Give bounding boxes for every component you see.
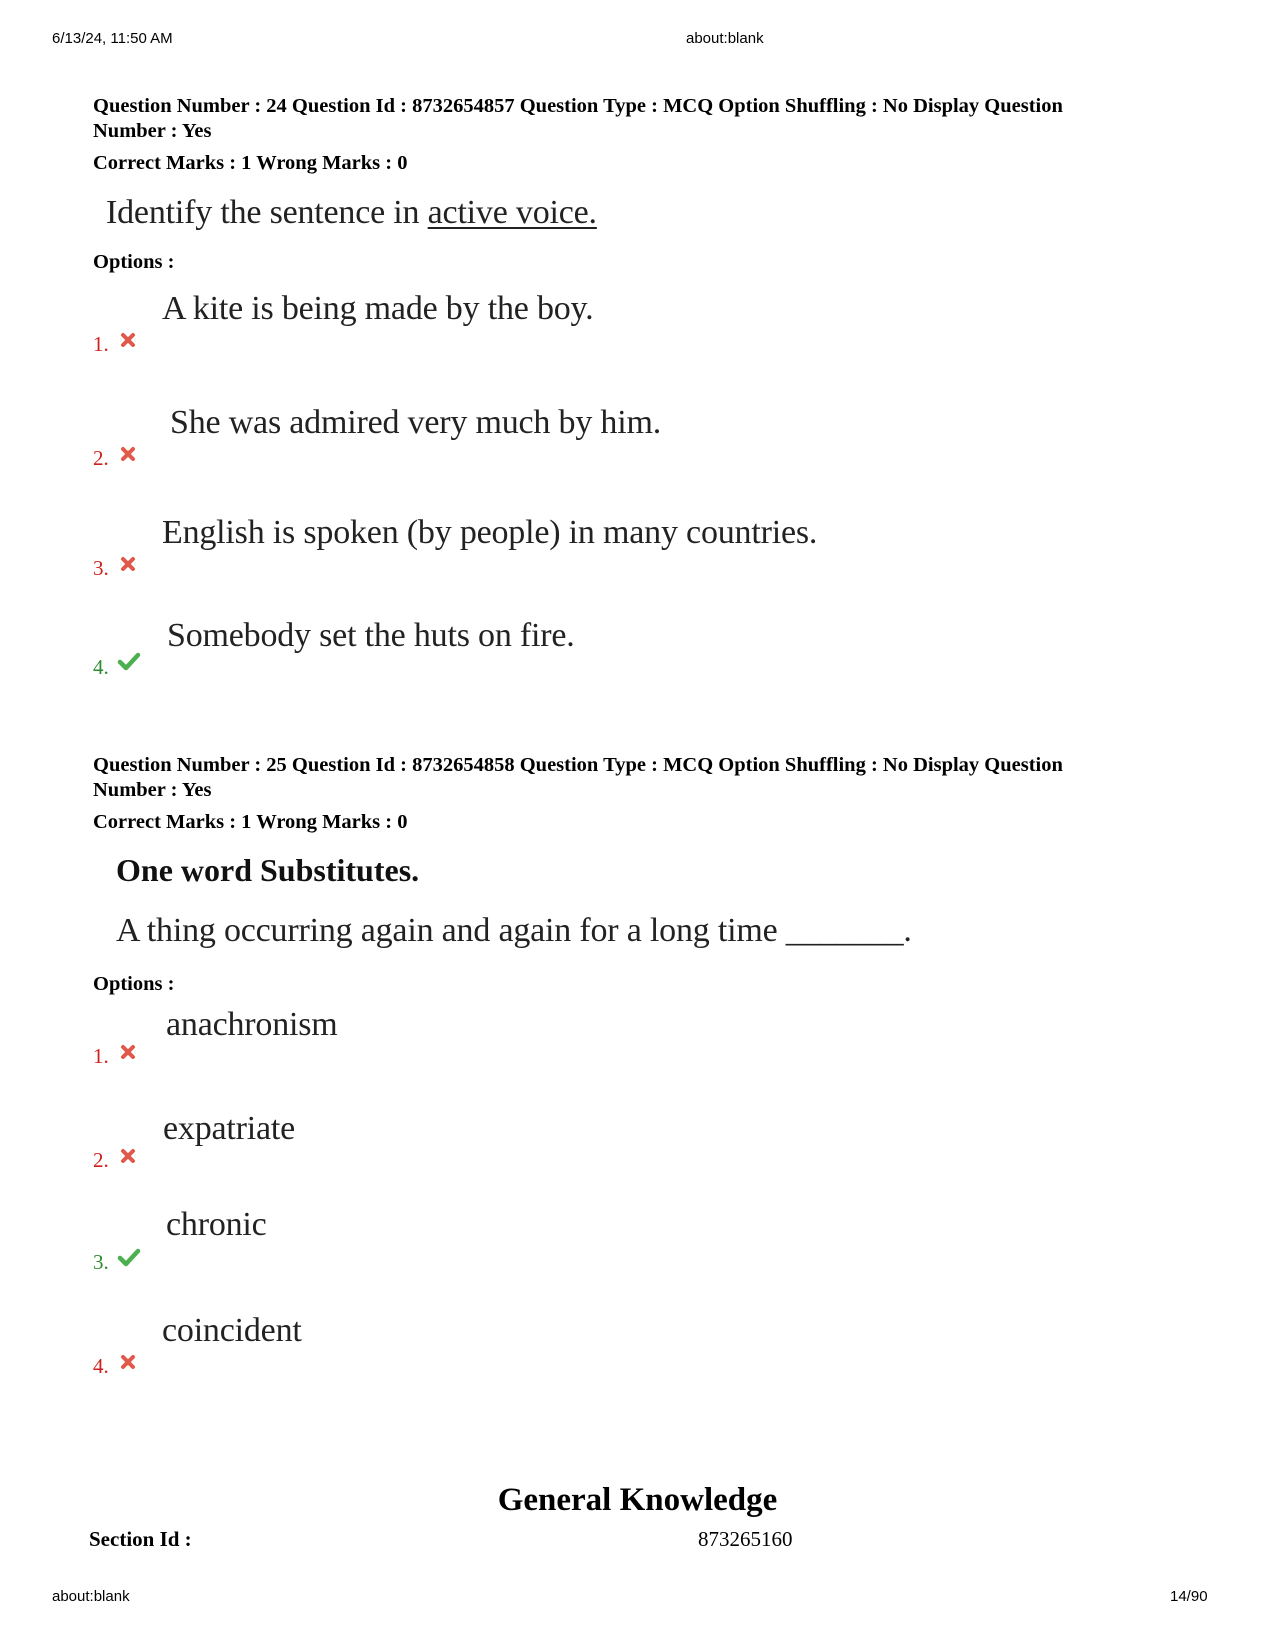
q24-option-3-number: 3. bbox=[93, 556, 109, 580]
q24-option-3-text: English is spoken (by people) in many countries. bbox=[162, 514, 818, 551]
q25-option-1-text: anachronism bbox=[166, 1006, 338, 1043]
q25-option-4-number: 4. bbox=[93, 1354, 109, 1378]
q24-option-4-number: 4. bbox=[93, 655, 109, 679]
q25-option-3-number: 3. bbox=[93, 1250, 109, 1274]
section-id-label: Section Id : bbox=[89, 1527, 192, 1551]
q24-option-1-text: A kite is being made by the boy. bbox=[162, 290, 594, 327]
print-header-url: about:blank bbox=[686, 30, 764, 47]
q25-heading: One word Substitutes. bbox=[116, 852, 420, 888]
q24-meta bbox=[93, 94, 1203, 144]
q24-meta-line1: Question Number : 24 Question Id : 8732654857 Question Type : MCQ Option Shuffling : No Display Question bbox=[93, 95, 1063, 117]
section-id-value: 873265160 bbox=[698, 1527, 793, 1551]
q24-prompt bbox=[106, 194, 597, 232]
q25-prompt: A thing occurring again and again for a long time _______. bbox=[116, 912, 912, 949]
print-datetime: 6/13/24, 11:50 AM bbox=[52, 30, 173, 47]
q25-meta-line2: Number : Yes bbox=[93, 779, 212, 801]
q24-prompt-underlined: active voice. bbox=[427, 194, 597, 231]
q24-option-4-text: Somebody set the huts on fire. bbox=[167, 617, 575, 654]
q25-meta-line1: Question Number : 25 Question Id : 8732654858 Question Type : MCQ Option Shuffling : No Display Question bbox=[93, 754, 1063, 776]
q25-option-1-number: 1. bbox=[93, 1044, 109, 1068]
section-title: General Knowledge bbox=[497, 1482, 778, 1518]
q24-meta-line2: Number : Yes bbox=[93, 120, 212, 142]
cross-icon bbox=[119, 1147, 137, 1165]
q25-option-3-text: chronic bbox=[166, 1206, 267, 1243]
q24-marks: Correct Marks : 1 Wrong Marks : 0 bbox=[93, 152, 408, 174]
cross-icon bbox=[119, 331, 137, 349]
q24-option-1-number: 1. bbox=[93, 332, 109, 356]
q24-options-label: Options : bbox=[93, 251, 175, 273]
cross-icon bbox=[119, 1043, 137, 1061]
q25-marks: Correct Marks : 1 Wrong Marks : 0 bbox=[93, 811, 408, 833]
q24-prompt-prefix: Identify the sentence in bbox=[106, 194, 428, 231]
check-icon bbox=[117, 652, 141, 672]
q24-option-2-text: She was admired very much by him. bbox=[170, 404, 662, 441]
q25-option-4-text: coincident bbox=[162, 1312, 302, 1349]
check-icon bbox=[117, 1248, 141, 1268]
q25-options-label: Options : bbox=[93, 973, 175, 995]
q25-option-2-number: 2. bbox=[93, 1148, 109, 1172]
cross-icon bbox=[119, 445, 137, 463]
cross-icon bbox=[119, 1353, 137, 1371]
print-footer-url: about:blank bbox=[52, 1588, 130, 1605]
q24-option-2-number: 2. bbox=[93, 446, 109, 470]
q25-meta bbox=[93, 753, 1203, 803]
q25-option-2-text: expatriate bbox=[163, 1110, 296, 1147]
page-number: 14/90 bbox=[1170, 1588, 1208, 1605]
cross-icon bbox=[119, 555, 137, 573]
